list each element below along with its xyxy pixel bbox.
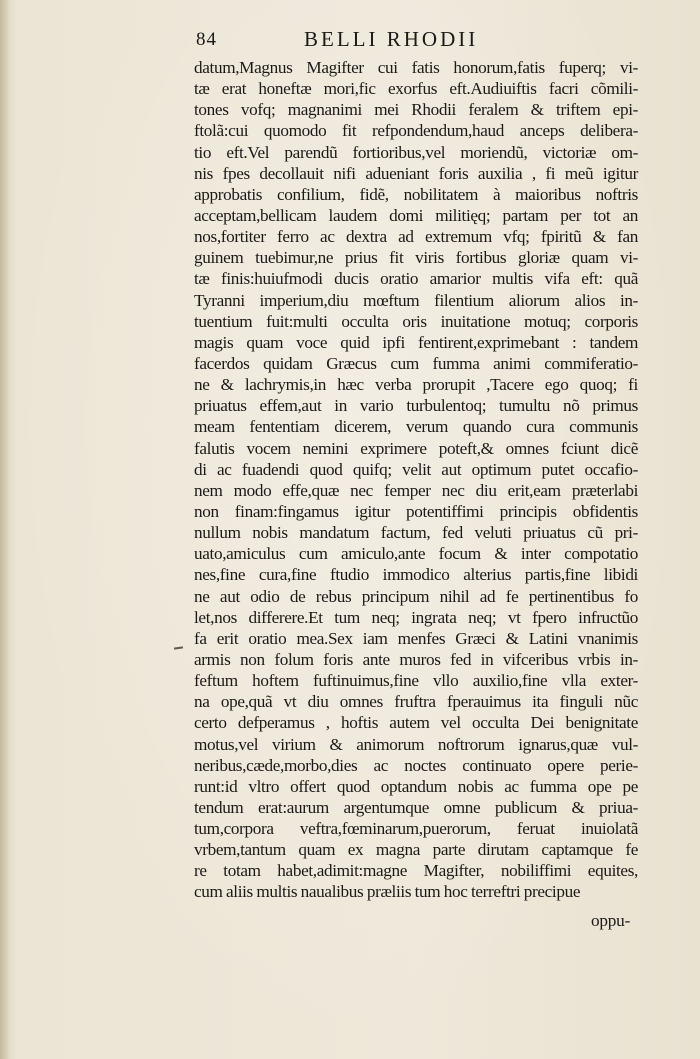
text-line: facerdos quidam Græcus cum fumma animi commiferatio- — [194, 353, 638, 373]
text-line: meam fententiam dicerem, verum quando cura communis — [194, 417, 638, 437]
text-line: nos,fortiter ferro ac dextra ad extremum vfq; fpiritũ & fan — [194, 227, 638, 247]
text-line: datum,Magnus Magifter cui fatis honorum,fatis fuperq; vi- — [194, 58, 638, 77]
text-line: Tyranni imperium,diu mœftum filentium aliorum alios in- — [194, 290, 638, 310]
text-line: nis fpes decollauit nifi adueniant foris auxilia , fi meũ igitur — [194, 163, 638, 183]
text-line: armis non folum foris ante muros fed in vifceribus vrbis in- — [194, 649, 638, 669]
text-line: na ope,quã vt diu omnes fruftra fperauimus ita finguli nũc — [194, 692, 638, 712]
page-number: 84 — [196, 29, 217, 50]
text-line: tum,corpora veftra,fœminarum,puerorum, feruat inuiolatã — [194, 819, 638, 839]
text-line: nem modo effe,quæ nec femper nec diu erit,eam præterlabi — [194, 480, 638, 500]
running-head — [196, 27, 636, 53]
text-line: let,nos differere.Et tum neq; ingrata neq; vt fpero infructũo — [194, 607, 638, 627]
text-line: acceptam,bellicam laudem domi militięq; partam per tot an — [194, 205, 638, 225]
text-line: feftum hoftem fuftinuimus,fine vllo auxilio,fine vlla exter- — [194, 671, 638, 691]
text-line: falutis vocem nemini exprimere poteft,& omnes fciunt dicẽ — [194, 438, 638, 458]
text-line: ne aut odio de rebus principum nihil ad fe pertinentibus fo — [194, 586, 638, 606]
text-line: tuentium fuit:multi occulta oris inuitatione motuq; corporis — [194, 311, 638, 331]
text-line: neribus,cæde,morbo,dies ac noctes continuato opere perie- — [194, 755, 638, 775]
text-line: non finam:fingamus igitur potentiffimi principis obfidentis — [194, 501, 638, 521]
text-line: magis quam voce quid ipfi fentirent,exprimebant : tandem — [194, 332, 638, 352]
text-line: runt:id vltro offert quod optandum nobis ac fumma ope pe — [194, 776, 638, 796]
text-line: fa erit oratio mea.Sex iam menfes Græci & Latini vnanimis — [194, 628, 638, 648]
text-line: tio eft.Vel parendũ fortioribus,vel moriendũ, victoriæ om- — [194, 142, 638, 162]
text-line: certo defperamus , hoftis autem vel occulta Dei benignitate — [194, 713, 638, 733]
text-line: approbatis confilium, fidẽ, nobilitatem à maioribus noftris — [194, 184, 638, 204]
text-line: tæ finis:huiufmodi ducis oratio amarior multis vifa eft: quã — [194, 269, 638, 289]
text-line: tæ erat honeftæ mori,fic exorfus eft.Audiuiftis facri cõmili- — [194, 79, 638, 99]
text-line: nes,fine cura,fine ftudio immodico alterius partis,fine libidi — [194, 565, 638, 585]
text-line: guinem tuebimur,ne prius fit viris fortibus gloriæ quam vi- — [194, 248, 638, 268]
margin-mark — [174, 646, 183, 649]
text-line: di ac fuadendi quod quifq; velit aut optimum putet occafio- — [194, 459, 638, 479]
text-line: tones vofq; magnanimi mei Rhodii feralem & triftem epi- — [194, 100, 638, 120]
text-line: ne & lachrymis,in hæc verba prorupit ,Tacere ego quoq; fi — [194, 375, 638, 395]
text-line: ftolã:cui quomodo fit refpondendum,haud anceps delibera- — [194, 121, 638, 141]
text-line: motus,vel virium & animorum noftrorum ignarus,quæ vul- — [194, 734, 638, 754]
text-line: tendum erat:aurum argentumque omne publicum & priua- — [194, 797, 638, 817]
text-line: uato,amiculus cum amiculo,ante focum & inter compotatio — [194, 544, 638, 564]
text-line: vrbem,tantum quam ex magna parte dirutam captamque fe — [194, 840, 638, 860]
catchword: oppu- — [591, 911, 631, 930]
running-title: BELLI RHODII — [304, 27, 479, 51]
text-line: cum aliis multis naualibus præliis tum hoc terreftri precipue — [194, 882, 581, 902]
text-line: re totam habet,adimit:magne Magifter, nobiliffimi equites, — [194, 861, 638, 881]
text-line: priuatus effem,aut in vario turbulentoq; tumultu nõ primus — [194, 396, 638, 416]
text-line: nullum nobis mandatum factum, fed veluti priuatus cũ pri- — [194, 523, 638, 543]
body-text — [194, 57, 638, 903]
